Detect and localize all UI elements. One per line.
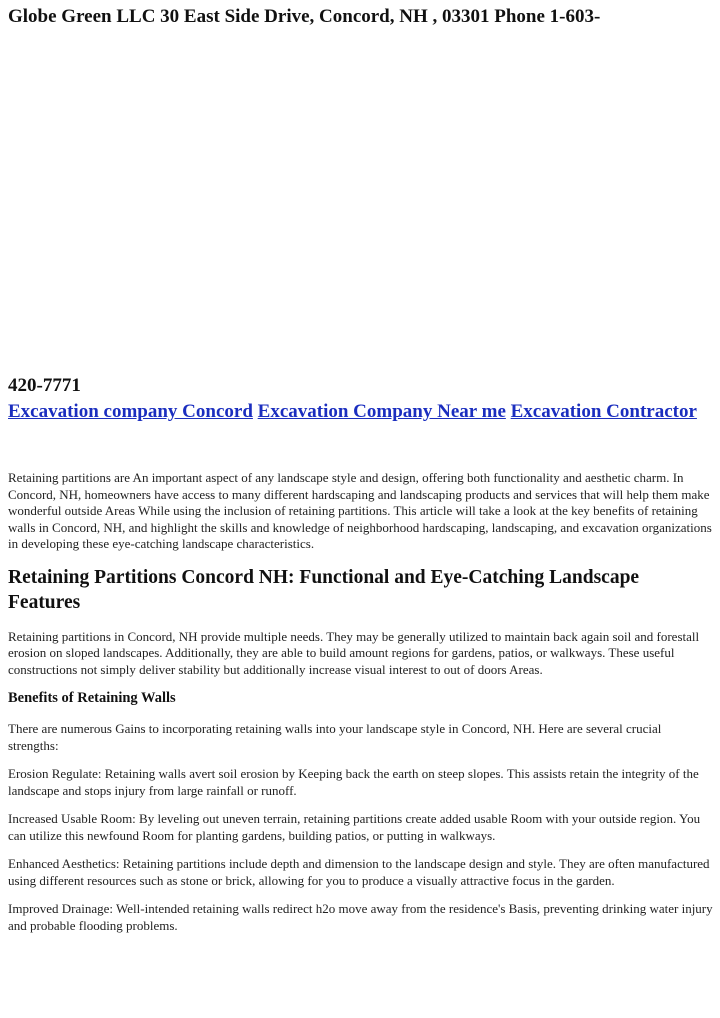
image-placeholder	[0, 40, 720, 370]
intro-paragraph: Retaining partitions are An important aspect of any landscape style and design, offering both functionality and aesthetic charm. In Concord, NH, homeowners have access to many different hardscaping and landscaping products and services that will help them make wonderful outside Areas While using the inclusion of retaining partitions. This article will take a look at the key benefits of retaining walls in Concord, NH, and highlight the skills and knowledge of neighborhood hardscaping, landscaping, and excavation organizations in developing these eye-catching landscape characteristics.	[8, 470, 712, 551]
header-phone-line: 420-7771	[8, 375, 81, 396]
link-excavation-company-concord[interactable]: Excavation company Concord	[8, 401, 253, 422]
link-row	[8, 399, 712, 424]
benefit-item: Improved Drainage: Well-intended retaining walls redirect h2o move away from the residence's Basis, preventing drinking water injury and probable flooding problems.	[8, 901, 713, 933]
header-address-line: Globe Green LLC 30 East Side Drive, Concord, NH , 03301 Phone 1-603-	[8, 6, 601, 27]
article-body	[8, 470, 714, 946]
section-heading: Retaining Partitions Concord NH: Functional and Eye-Catching Landscape Features	[8, 566, 640, 613]
benefit-item: Increased Usable Room: By leveling out uneven terrain, retaining partitions create added usable Room with your outside region. You can utilize this newfound Room for planting gardens, building patios, or putting in walkways.	[8, 811, 701, 843]
benefits-heading: Benefits of Retaining Walls	[8, 690, 176, 706]
benefits-intro: There are numerous Gains to incorporating retaining walls into your landscape style in Concord, NH. Here are several crucial strengths:	[8, 721, 662, 753]
benefit-item: Erosion Regulate: Retaining walls avert soil erosion by Keeping back the earth on steep slopes. This assists retain the integrity of the landscape and stops injury from large rainfall or runoff.	[8, 766, 699, 798]
section-paragraph: Retaining partitions in Concord, NH provide multiple needs. They may be generally utilized to maintain back again soil and forestall erosion on sloped landscapes. Additionally, they are able to build amount regions for gardens, patios, or walkways. These useful constructions not simply deliver stability but additionally increase visual interest to out of doors Areas.	[8, 628, 700, 677]
link-excavation-contractor[interactable]: Excavation Contractor	[510, 401, 697, 422]
benefit-item: Enhanced Aesthetics: Retaining partitions include depth and dimension to the landscape design and style. They are often manufactured using different resources such as stone or brick, allowing for you to produce a visually attractive focus in the garden.	[8, 856, 710, 888]
link-excavation-company-near-me[interactable]: Excavation Company Near me	[257, 401, 506, 422]
